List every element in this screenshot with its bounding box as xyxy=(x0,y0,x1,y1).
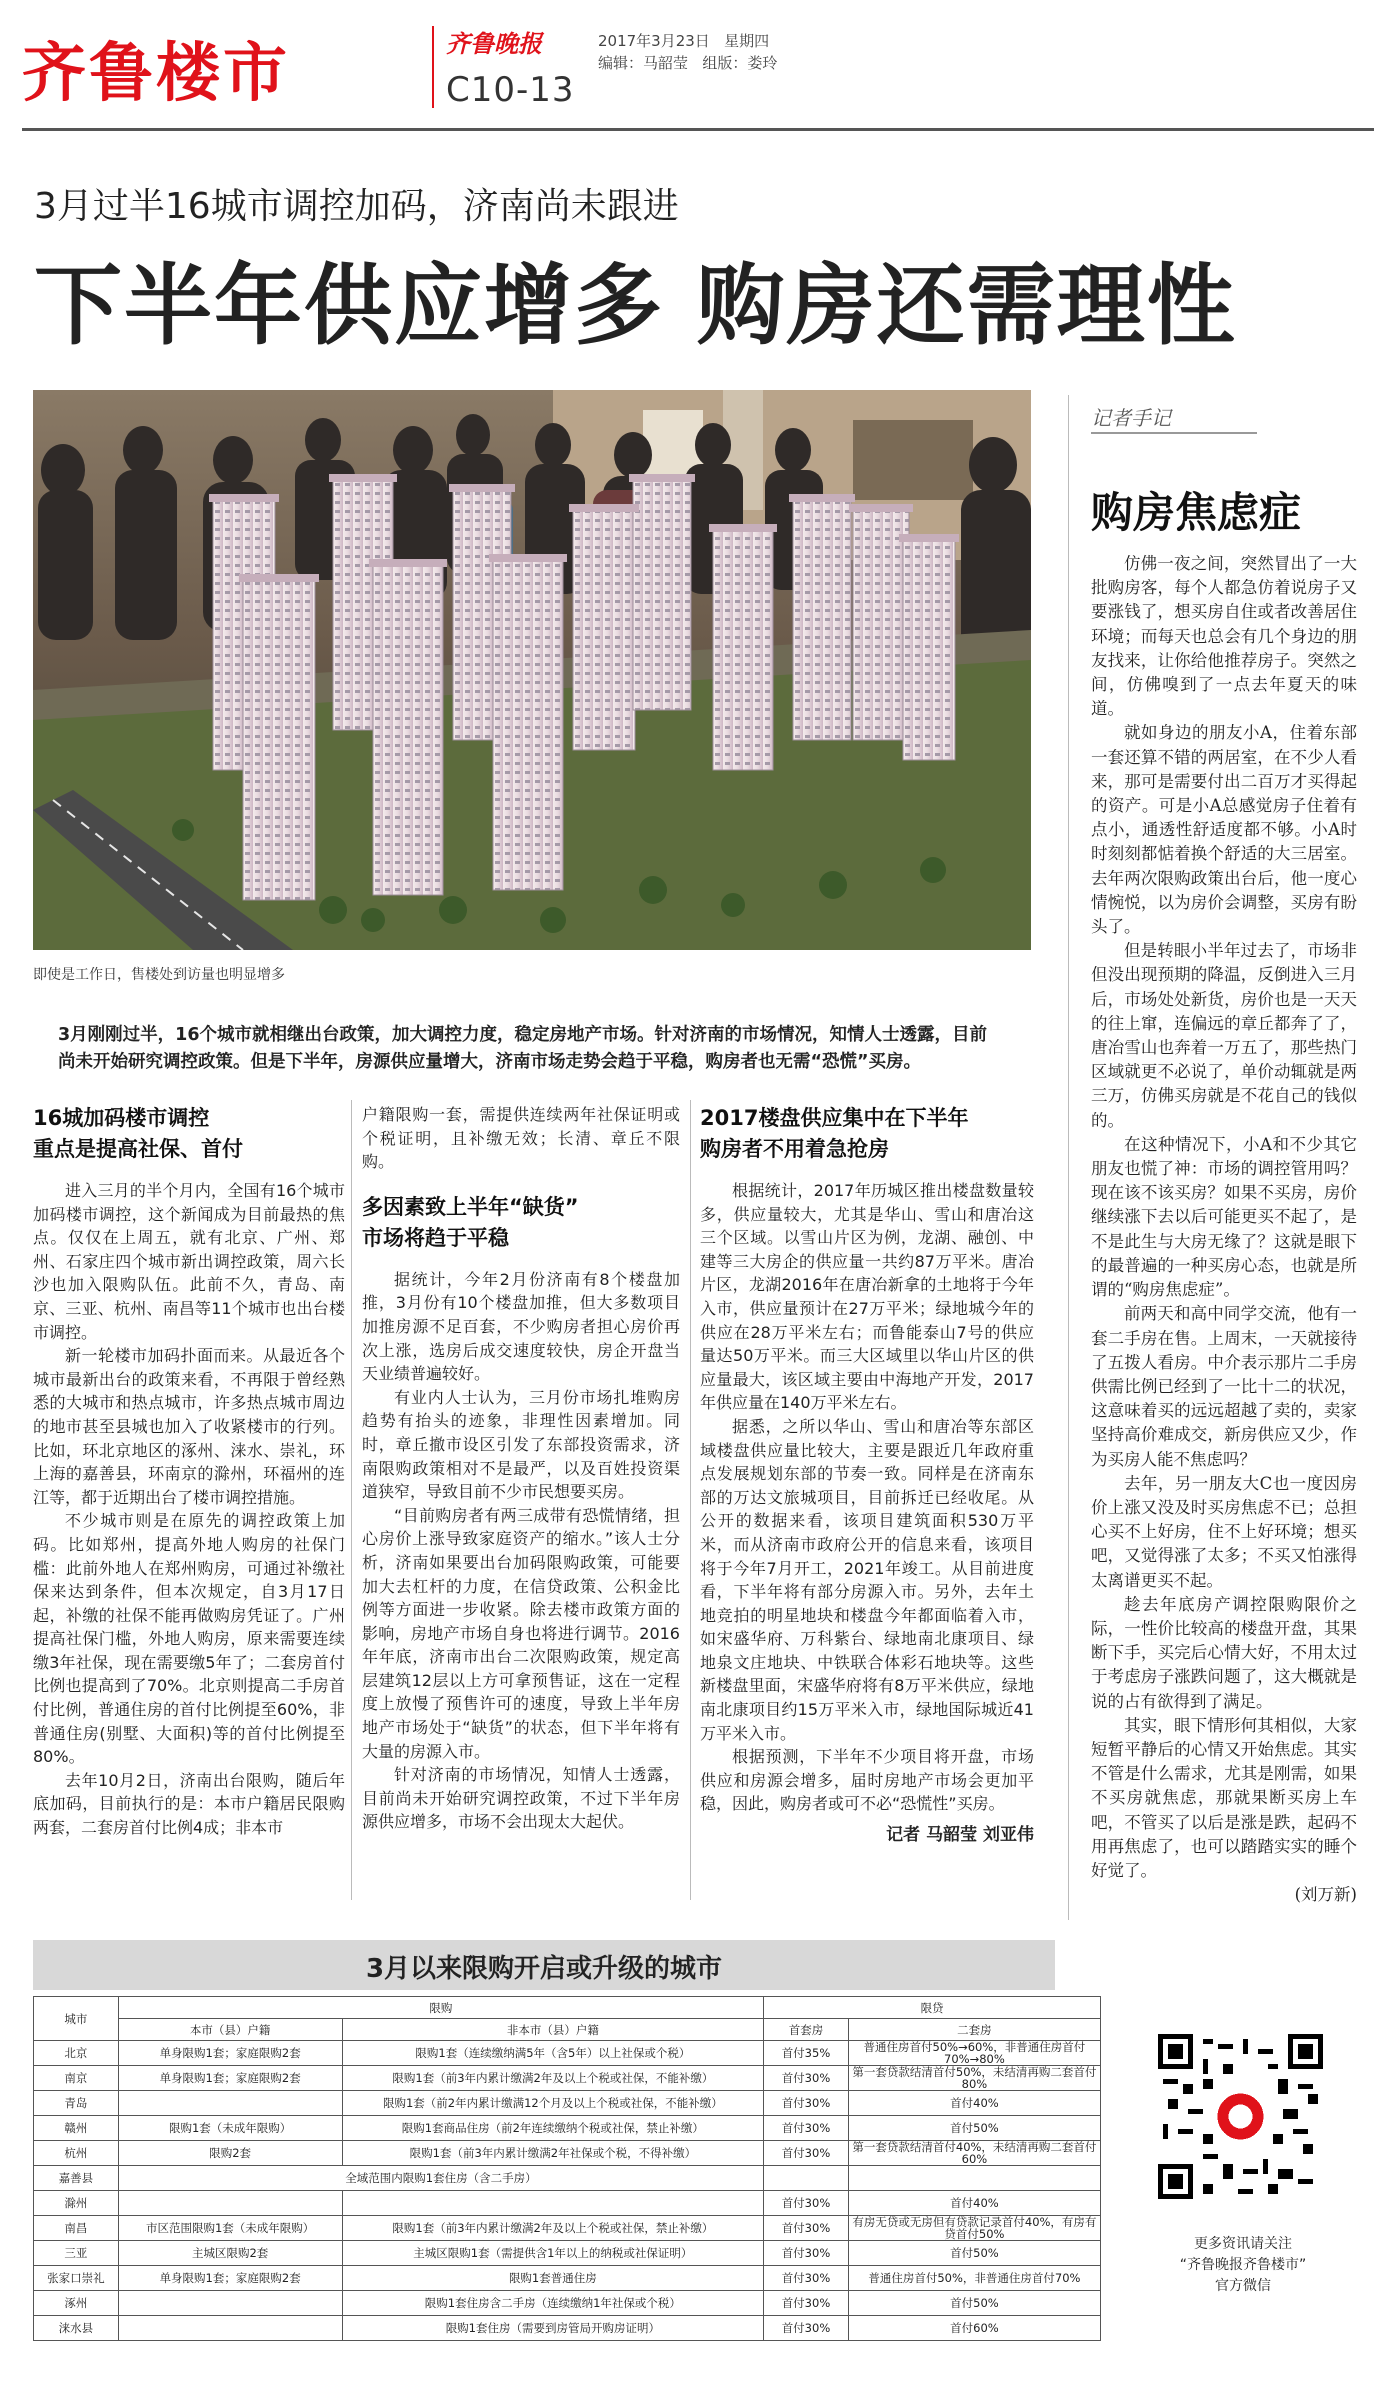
cell-second: 首付60% xyxy=(848,2316,1100,2341)
cell-second: 第一套贷款结清首付50%，未结清再购二套首付80% xyxy=(848,2066,1100,2091)
column-2-paragraph: 户籍限购一套，需提供连续两年社保证明或个税证明，且补缴无效；长清、章丘不限购。 xyxy=(362,1105,680,1172)
cell-first: 首付30% xyxy=(764,2291,849,2316)
header-local: 本市（县）户籍 xyxy=(118,2019,342,2041)
cell-local: 限购2套 xyxy=(118,2141,342,2166)
cell-city: 青岛 xyxy=(34,2091,119,2116)
table-row xyxy=(34,2291,1101,2316)
column-1-paragraph: 进入三月的半个月内，全国有16个城市加码楼市调控，这个新闻成为目前最热的焦点。仅仅在上周五，就有北京、广州、郑州、石家庄四个城市新出调控政策，周六长沙也加入限购队伍。此前不久，青岛、南京、三亚、杭州、南昌等11个城市也出台楼市调控。 xyxy=(33,1181,345,1342)
column-2-paragraph: 针对济南的市场情况，知情人士透露，目前尚未开始研究调控政策，不过下半年房源供应增多，市场不会出现太大起伏。 xyxy=(362,1765,680,1832)
cell-nonlocal: 限购1套（前2年内累计缴满12个月及以上个税或社保，不能补缴） xyxy=(342,2091,764,2116)
cell-second: 有房无贷或无房但有贷款记录首付40%，有房有贷首付50% xyxy=(848,2216,1100,2241)
table-row xyxy=(34,2166,1101,2191)
masthead-title: 齐鲁楼市 xyxy=(22,37,290,111)
table-subheader-row xyxy=(34,2019,1101,2041)
column-3-paragraph: 根据统计，2017年历城区推出楼盘数量较多，供应量较大，尤其是华山、雪山和唐冶这三个区域。以雪山片区为例，龙湖、融创、中建等三大房企的供应量一共约87万平米。唐冶片区，龙湖2016年在唐冶新拿的土地将于今年入市，供应量预计在27万平米；绿地城今年的供应在28万平米左右；而鲁能泰山7号的供应量达50万平米。而三大区域里以华山片区的供应量最大，该区域主要由中海地产开发，2017年供应量在140万平米左右。 xyxy=(700,1181,1034,1413)
cell-second xyxy=(848,2166,1100,2191)
cell-local: 主城区限购2套 xyxy=(118,2241,342,2266)
sidebar-paragraph: 在这种情况下，小A和不少其它朋友也慌了神：市场的调控管用吗？现在该不该买房？如果不买房，房价继续涨下去以后可能更买不起了，是不是此生与大房无缘了？这就是眼下的最普遍的一种买房心态，也就是所谓的“购房焦虑症”。 xyxy=(1091,1134,1357,1300)
cell-first: 首付30% xyxy=(764,2141,849,2166)
cell-first: 首付30% xyxy=(764,2241,849,2266)
cell-nonlocal: 主城区限购1套（需提供含1年以上的纳税或社保证明） xyxy=(342,2241,764,2266)
article-column-1 xyxy=(33,1103,345,1840)
table-row xyxy=(34,2066,1101,2091)
cell-nonlocal: 全域范围内限购1套住房（含二手房） xyxy=(118,2166,763,2191)
cell-nonlocal: 限购1套普通住房 xyxy=(342,2266,764,2291)
main-headline: 下半年供应增多 购房还需理性 xyxy=(34,254,1237,357)
sidebar-paragraph: 其实，眼下情形何其相似，大家短暂平静后的心情又开始焦虑。其实不管是什么需求，尤其是刚需，如果不买房就焦虑，那就果断买房上车吧，不管买了以后是涨是跌，起码不用再焦虑了，也可以踏踏实实的睡个好觉了。 xyxy=(1091,1715,1357,1880)
column-3-heading: 2017楼盘供应集中在下半年 购房者不用着急抢房 xyxy=(700,1106,969,1161)
cell-local: 限购1套（未成年限购） xyxy=(118,2116,342,2141)
issue-date: 2017年3月23日 xyxy=(598,32,710,50)
cell-nonlocal: 限购1套商品住房（前2年连续缴纳个税或社保，禁止补缴） xyxy=(342,2116,764,2141)
sidebar-divider xyxy=(1068,395,1069,1920)
header-loan: 限贷 xyxy=(764,1997,1101,2019)
cell-city: 北京 xyxy=(34,2041,119,2066)
table-row xyxy=(34,2266,1101,2291)
cell-nonlocal: 限购1套（连续缴纳满5年（含5年）以上社保或个税） xyxy=(342,2041,764,2066)
issue-weekday: 星期四 xyxy=(724,32,770,50)
cell-city: 张家口崇礼 xyxy=(34,2266,119,2291)
article-intro: 3月刚刚过半，16个城市就相继出台政策，加大调控力度，稳定房地产市场。针对济南的市场情况，知情人士透露，目前尚未开始研究调控政策。但是下半年，房源供应量增大，济南市场走势会趋于平稳，购房者也无需“恐慌”买房。 xyxy=(58,1025,988,1072)
purchase-restriction-table xyxy=(33,1996,1101,2341)
header-rule xyxy=(22,128,1374,131)
header-first-home: 首套房 xyxy=(764,2019,849,2041)
table-title: 3月以来限购开启或升级的城市 xyxy=(365,1954,723,1984)
masthead-divider xyxy=(432,26,434,108)
cell-local: 市区范围限购1套（未成年限购） xyxy=(118,2216,342,2241)
qr-caption-line: 官方微信 xyxy=(1215,2278,1271,2294)
cell-second: 第一套贷款结清首付40%，未结清再购二套首付60% xyxy=(848,2141,1100,2166)
cell-local: 单身限购1套；家庭限购2套 xyxy=(118,2266,342,2291)
cell-city: 南京 xyxy=(34,2066,119,2091)
credits-line xyxy=(598,52,777,73)
cell-second: 首付40% xyxy=(848,2091,1100,2116)
article-column-3 xyxy=(700,1103,1034,1845)
cell-first xyxy=(764,2166,849,2191)
table-row xyxy=(34,2241,1101,2266)
cell-city: 杭州 xyxy=(34,2141,119,2166)
byline: 记者 马韶莹 刘亚伟 xyxy=(886,1825,1034,1846)
cell-city: 赣州 xyxy=(34,2116,119,2141)
cell-nonlocal: 限购1套（前3年内累计缴满2年社保或个税，不得补缴） xyxy=(342,2141,764,2166)
header-city: 城市 xyxy=(34,1997,119,2041)
cell-local xyxy=(118,2316,342,2341)
table-row xyxy=(34,2191,1101,2216)
subheadline: 3月过半16城市调控加码，济南尚未跟进 xyxy=(34,186,679,227)
cell-second: 首付50% xyxy=(848,2116,1100,2141)
column-1-heading: 16城加码楼市调控 重点是提高社保、首付 xyxy=(33,1106,243,1161)
cell-nonlocal: 限购1套住房含二手房（连续缴纳1年社保或个税） xyxy=(342,2291,764,2316)
column-1-paragraph: 不少城市则是在原先的调控政策上加码。比如郑州，提高外地人购房的社保门槛：此前外地人在郑州购房，可通过补缴社保来达到条件，但本次规定，自3月17日起，补缴的社保不能再做购房凭证了。广州提高社保门槛，外地人购房，原来需要连续缴3年社保，现在需要缴5年了；二套房首付比例也提高到了70%。北京则提高二手房首付比例，普通住房的首付比例提至60%，非普通住房(别墅、大面积)等的首付比例提至80%。 xyxy=(33,1511,345,1767)
cell-first: 首付35% xyxy=(764,2041,849,2066)
column-divider xyxy=(690,1100,691,1900)
cell-first: 首付30% xyxy=(764,2091,849,2116)
table-row xyxy=(34,2091,1101,2116)
sidebar-body xyxy=(1091,552,1357,1907)
newspaper-logo: 齐鲁晚报 xyxy=(446,29,542,58)
table-row xyxy=(34,2041,1101,2066)
cell-city: 滁州 xyxy=(34,2191,119,2216)
table-row xyxy=(34,2116,1101,2141)
notes-tag-label: 记者手记 xyxy=(1091,406,1171,430)
issue-date-line xyxy=(598,30,769,51)
cell-city: 南昌 xyxy=(34,2216,119,2241)
column-2-paragraph: “目前购房者有两三成带有恐慌情绪，担心房价上涨导致家庭资产的缩水。”该人士分析，济南如果要出台加码限购政策，可能要加大去杠杆的力度，在信贷政策、公积金比例等方面进一步收紧。除去楼市政策方面的影响，房地产市场自身也将进行调节。2016年年底，济南市出台二次限购政策，规定高层建筑12层以上方可拿预售证，这在一定程度上放慢了预售许可的速度，导致上半年房地产市场处于“缺货”的状态，但下半年将有大量的房源入市。 xyxy=(362,1505,680,1761)
article-column-2 xyxy=(362,1103,680,1834)
column-1-paragraph: 新一轮楼市加码扑面而来。从最近各个城市最新出台的政策来看，不再限于曾经熟悉的大城市和热点城市，许多热点城市周边的地市甚至县城也加入了收紧楼市的行列。比如，环北京地区的涿州、涞水、崇礼，环上海的嘉善县，环南京的滁州，环福州的连江等，都于近期出台了楼市调控措施。 xyxy=(33,1346,345,1507)
cell-first: 首付30% xyxy=(764,2191,849,2216)
sidebar-paragraph: 趁去年底房产调控限购限价之际，一性价比较高的楼盘开盘，其果断下手，买完后心情大好，不用太过于考虑房子涨跌问题了，这大概就是说的占有欲得到了满足。 xyxy=(1091,1594,1357,1711)
cell-local xyxy=(118,2191,342,2216)
column-2-heading: 多因素致上半年“缺货” 市场将趋于平稳 xyxy=(362,1194,579,1250)
sidebar-paragraph: 仿佛一夜之间，突然冒出了一大批购房客，每个人都急仿着说房子又要涨钱了，想买房自住或者改善居住环境；而每天也总会有几个身边的朋友找来，让你给他推荐房子。突然之间，仿佛嗅到了一点去年夏天的味道。 xyxy=(1091,554,1357,719)
qr-caption xyxy=(1128,2234,1358,2297)
table-header-row xyxy=(34,1997,1101,2019)
cell-local: 单身限购1套；家庭限购2套 xyxy=(118,2041,342,2066)
cell-nonlocal xyxy=(342,2191,764,2216)
cell-second: 首付50% xyxy=(848,2241,1100,2266)
cell-nonlocal: 限购1套住房（需要到房管局开购房证明） xyxy=(342,2316,764,2341)
sidebar-paragraph: 但是转眼小半年过去了，市场非但没出现预期的降温，反倒进入三月后，市场处处新货，房价也是一天天的往上窜，连偏远的章丘都奔了了，唐冶雪山也奔着一万五了，那些热门区域就更不必说了，单价动辄就是两三万，仿佛买房就是不花自己的钱似的。 xyxy=(1091,941,1357,1130)
column-1-paragraph: 去年10月2日，济南出台限购，随后年底加码，目前执行的是：本市户籍居民限购两套，二套房首付比例4成；非本市 xyxy=(33,1770,345,1838)
cell-second: 首付40% xyxy=(848,2191,1100,2216)
column-divider xyxy=(351,1100,352,1900)
cell-local: 单身限购1套；家庭限购2套 xyxy=(118,2066,342,2091)
cell-nonlocal: 限购1套（前3年内累计缴满2年及以上个税或社保，禁止补缴） xyxy=(342,2216,764,2241)
header-second-home: 二套房 xyxy=(848,2019,1100,2041)
sidebar-title: 购房焦虑症 xyxy=(1091,488,1302,537)
cell-city: 三亚 xyxy=(34,2241,119,2266)
table-row xyxy=(34,2216,1101,2241)
table-row xyxy=(34,2141,1101,2166)
sidebar-signature: (刘万新) xyxy=(1294,1885,1357,1905)
cell-nonlocal: 限购1套（前3年内累计缴满2年及以上个税或社保，不能补缴） xyxy=(342,2066,764,2091)
cell-first: 首付30% xyxy=(764,2316,849,2341)
table-row xyxy=(34,2316,1101,2341)
cell-local xyxy=(118,2291,342,2316)
cell-second: 普通住房首付50%，非普通住房首付70% xyxy=(848,2266,1100,2291)
column-3-paragraph: 根据预测，下半年不少项目将开盘，市场供应和房源会增多，届时房地产市场会更加平稳，因此，购房者或可不必“恐慌性”买房。 xyxy=(700,1747,1034,1814)
cell-second: 首付50% xyxy=(848,2291,1100,2316)
cell-city: 涞水县 xyxy=(34,2316,119,2341)
cell-first: 首付30% xyxy=(764,2066,849,2091)
sidebar-paragraph: 前两天和高中同学交流，他有一套二手房在售。上周末，一天就接待了五拨人看房。中介表示那片二手房供需比例已经到了一比十二的状况，这意味着买的远远超越了卖的，卖家坚持高价难成交，新房供应又少，作为买房人能不焦虑吗？ xyxy=(1091,1304,1357,1469)
cell-first: 首付30% xyxy=(764,2116,849,2141)
header-nonlocal: 非本市（县）户籍 xyxy=(342,2019,764,2041)
qr-code[interactable] xyxy=(1158,2034,1323,2199)
header-purchase: 限购 xyxy=(118,1997,763,2019)
column-2-paragraph: 有业内人士认为，三月份市场扎堆购房趋势有抬头的迹象，非理性因素增加。同时，章丘撤市设区引发了东部投资需求，济南限购政策相对不是最严，以及百姓投资渠道狭窄，导致目前不少市民想要买房。 xyxy=(362,1387,680,1502)
cell-local xyxy=(118,2091,342,2116)
cell-first: 首付30% xyxy=(764,2266,849,2291)
column-2-paragraph: 据统计，今年2月份济南有8个楼盘加推，3月份有10个楼盘加推，但大多数项目加推房源不足百套，不少购房者担心房价再次上涨，选房后成交速度较快，房企开盘当天业绩普遍较好。 xyxy=(362,1269,680,1384)
editor-credit: 编辑：马韶莹 xyxy=(598,54,689,72)
qr-caption-line: “齐鲁晚报齐鲁楼市” xyxy=(1179,2257,1307,2273)
cell-city: 嘉善县 xyxy=(34,2166,119,2191)
cell-first: 首付30% xyxy=(764,2216,849,2241)
page-number: C10-13 xyxy=(446,70,575,110)
column-3-paragraph: 据悉，之所以华山、雪山和唐冶等东部区域楼盘供应量比较大，主要是跟近几年政府重点发展规划东部的节奏一致。同样是在济南东部的万达文旅城项目，目前拆迁已经收尾。从公开的数据来看，该项目建筑面积530万平米，而从济南市政府公开的信息来看，该项目将于今年7月开工，2021年竣工。从目前进度看，下半年将有部分房源入市。另外，去年土地竞拍的明星地块和楼盘今年都面临着入市，如宋盛华府、万科紫台、绿地南北康项目、绿地泉文庄地块、中铁联合体彩石地块等。这些新楼盘里面，宋盛华府将有8万平米供应，绿地南北康项目约15万平米入市，绿地国际城近41万平米入市。 xyxy=(700,1416,1034,1743)
designer-credit: 组版：娄玲 xyxy=(702,54,778,72)
cell-city: 涿州 xyxy=(34,2291,119,2316)
qr-caption-line: 更多资讯请关注 xyxy=(1194,2236,1292,2252)
showroom-photo xyxy=(33,390,1031,950)
sidebar-paragraph: 就如身边的朋友小A，住着东部一套还算不错的两居室，在不少人看来，那可是需要付出二百万才买得起的资产。可是小A总感觉房子住着有点小，通透性舒适度都不够。小A时时刻刻都惦着换个舒适的大三居室。去年两次限购政策出台后，他一度心情惋悦，以为房价会调整，买房有盼头了。 xyxy=(1091,723,1357,937)
reporter-notes-tag xyxy=(1091,402,1257,434)
sidebar-paragraph: 去年，另一朋友大C也一度因房价上涨又没及时买房焦虑不已；总担心买不上好房，住不上好环境；想买吧，又觉得涨了太多；不买又怕涨得太离谱更买不起。 xyxy=(1091,1473,1357,1590)
photo-caption: 即使是工作日，售楼处到访量也明显增多 xyxy=(33,967,285,983)
cell-second: 普通住房首付50%→60%，非普通住房首付70%→80% xyxy=(848,2041,1100,2066)
